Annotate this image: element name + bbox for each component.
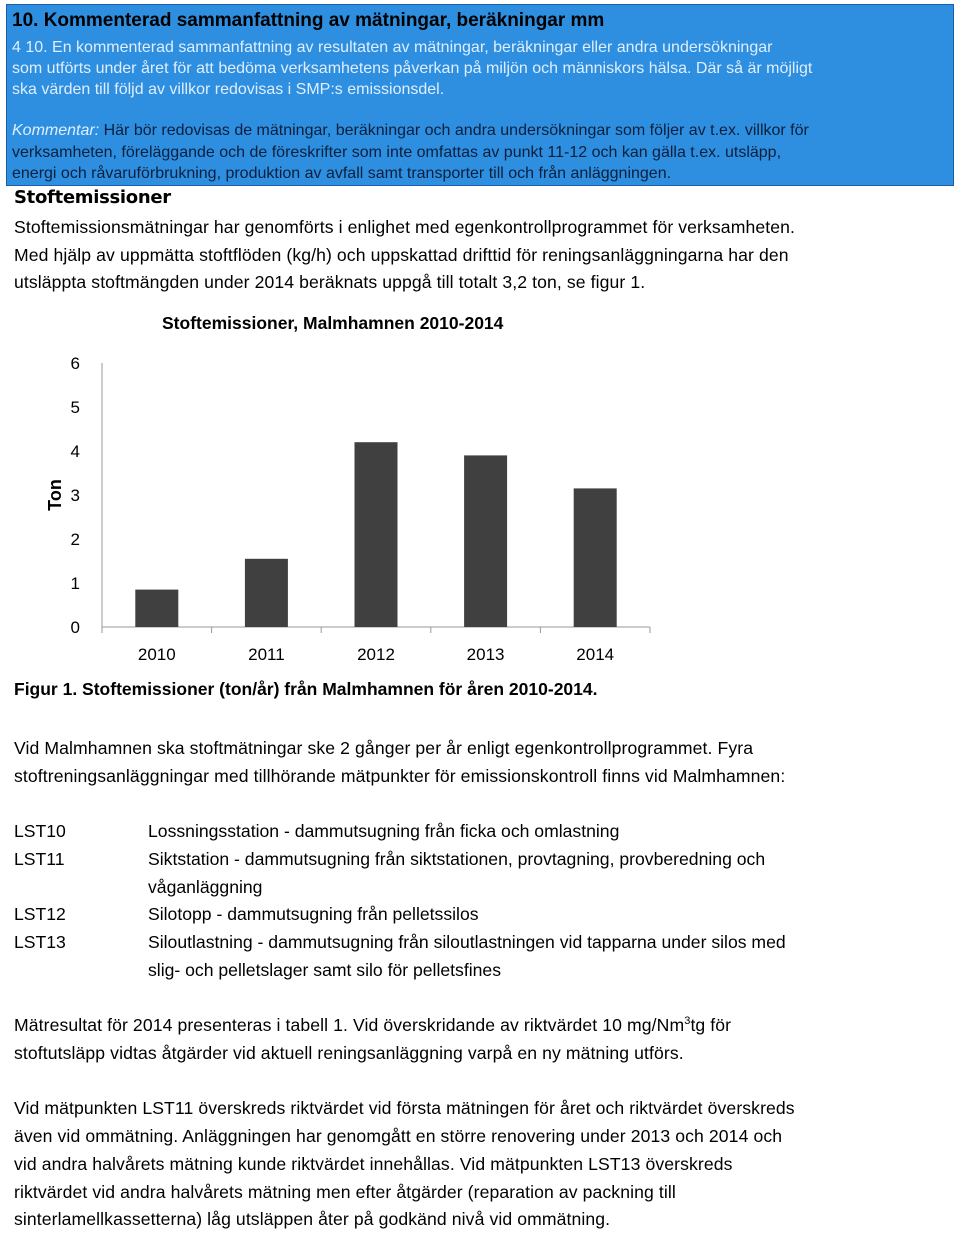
superscript: 3 <box>684 1015 691 1027</box>
bar <box>245 559 288 627</box>
bar <box>355 442 398 627</box>
results-text: tg för <box>690 1015 732 1035</box>
x-tick-label: 2010 <box>137 645 176 664</box>
station-desc: Siloutlastning - dammutsugning från siloutlastningen vid tapparna under silos med <box>148 932 786 952</box>
comment-text: Här bör redovisas de mätningar, beräkningar och andra undersökningar som följer av t.ex. villkor för <box>103 122 809 139</box>
station-desc: våganläggning <box>148 877 263 897</box>
bar <box>135 590 178 627</box>
final-line: riktvärdet vid andra halvårets mätning men efter åtgärder (reparation av packning till <box>14 1182 676 1202</box>
intro-line: Stoftemissionsmätningar har genomförts i enlighet med egenkontrollprogrammet för verksamheten. <box>14 217 795 237</box>
final-line: även vid ommätning. Anläggningen har genomgått en större renovering under 2013 och 2014 och <box>14 1126 783 1146</box>
measure-line: Vid Malmhamnen ska stoftmätningar ske 2 gånger per år enligt egenkontrollprogrammet. Fyra <box>14 738 754 758</box>
final-line: vid andra halvårets mätning kunde riktvärdet innehållas. Vid mätpunkten LST13 överskreds <box>14 1154 733 1174</box>
y-tick-label: 3 <box>70 486 80 505</box>
section-heading: Stoftemissioner <box>14 187 171 208</box>
y-tick-label: 2 <box>70 530 80 549</box>
measure-line: stoftreningsanläggningar med tillhörande mätpunkter för emissionskontroll finns vid Malmhamnen: <box>14 765 786 786</box>
comment-label: Kommentar: <box>12 122 100 139</box>
results-text: Mätresultat för 2014 presenteras i tabell 1. Vid överskridande av riktvärdet 10 mg/Nm <box>14 1015 685 1035</box>
x-tick-label: 2014 <box>576 645 615 664</box>
x-tick-label: 2012 <box>357 645 395 664</box>
results-line <box>14 1012 731 1040</box>
station-code: LST13 <box>14 932 66 952</box>
section-title: 10. Kommenterad sammanfattning av mätningar, beräkningar mm <box>12 10 605 31</box>
results-line: stoftutsläpp vidtas åtgärder vid aktuell reningsanläggning varpå en ny mätning utförs. <box>14 1042 684 1063</box>
comment-line: verksamheten, föreläggande och de föreskrifter som inte omfattas av punkt 11-12 och kan gälla t.ex. utsläpp, <box>12 143 782 161</box>
instruction-line: som utförts under året för att bedöma verksamhetens påverkan på miljön och människors hälsa. Där så är möjligt <box>12 60 813 77</box>
station-code: LST10 <box>14 821 66 841</box>
y-tick-label: 1 <box>70 574 80 593</box>
y-tick-label: 5 <box>70 398 80 417</box>
instruction-line: ska värden till följd av villkor redovisas i SMP:s emissionsdel. <box>12 81 445 98</box>
chart-title: Stoftemissioner, Malmhamnen 2010-2014 <box>162 313 504 333</box>
bar <box>574 488 617 627</box>
y-tick-label: 0 <box>70 618 80 637</box>
intro-line: Med hjälp av uppmätta stoftflöden (kg/h) och uppskattad drifttid för reningsanläggningarna har den <box>14 244 789 265</box>
station-desc: Lossningsstation - dammutsugning från ficka och omlastning <box>148 821 620 841</box>
y-tick-label: 6 <box>70 354 80 373</box>
comment-line: energi och råvaruförbrukning, produktion av avfall samt transporter till och från anläggningen. <box>12 165 672 182</box>
station-desc: Silotopp - dammutsugning från pelletssilos <box>148 904 479 924</box>
x-tick-label: 2013 <box>466 645 505 664</box>
final-line: Vid mätpunkten LST11 överskreds riktvärdet vid första mätningen för året och riktvärdet överskreds <box>14 1098 795 1118</box>
station-code: LST12 <box>14 904 66 924</box>
y-tick-label: 4 <box>70 442 80 461</box>
final-line: sinterlamellkassetterna) låg utsläppen åter på godkänd nivå vid ommätning. <box>14 1209 611 1229</box>
intro-line: utsläppta stoftmängden under 2014 beräknats uppgå till totalt 3,2 ton, se figur 1. <box>14 272 646 292</box>
x-tick-label: 2011 <box>248 645 285 664</box>
station-desc: slig- och pelletslager samt silo för pelletsfines <box>148 960 502 980</box>
bar <box>464 455 507 627</box>
station-desc: Siktstation - dammutsugning från siktstationen, provtagning, provberedning och <box>148 849 766 869</box>
comment-line <box>12 120 809 142</box>
y-axis-label: Ton <box>45 479 65 511</box>
figure-caption: Figur 1. Stoftemissioner (ton/år) från Malmhamnen för åren 2010-2014. <box>14 679 598 699</box>
instruction-line: 4 10. En kommenterad sammanfattning av resultaten av mätningar, beräkningar eller andra undersökningar <box>12 39 773 56</box>
station-code: LST11 <box>14 849 65 869</box>
